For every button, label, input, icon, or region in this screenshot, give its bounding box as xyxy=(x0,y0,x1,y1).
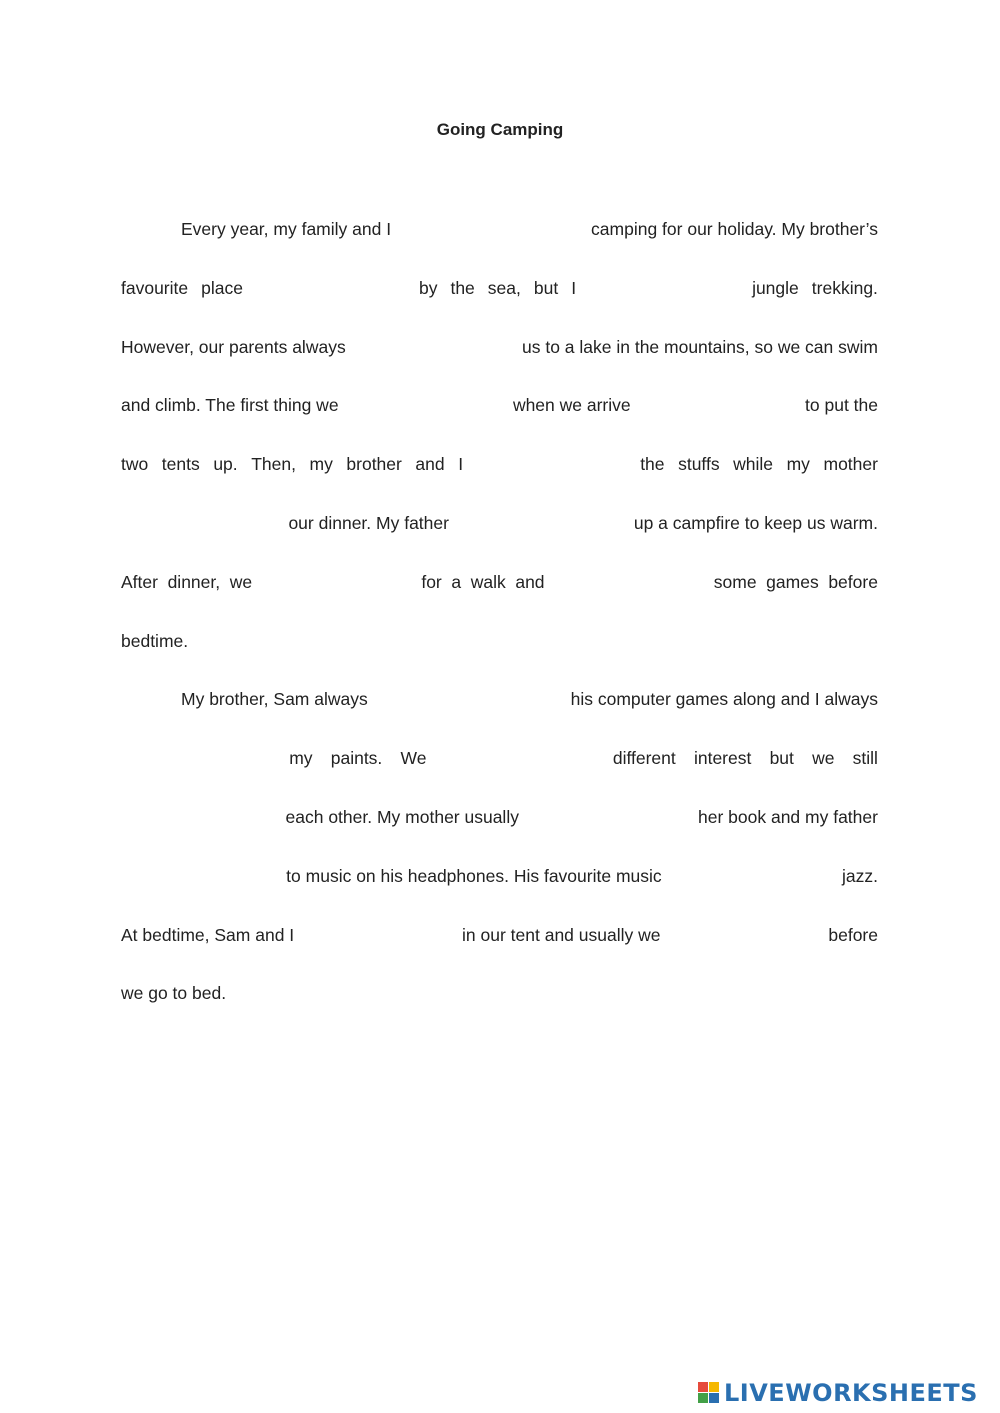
word: brother xyxy=(346,454,402,475)
text-segment: his computer games along and I always xyxy=(570,689,878,710)
word: different xyxy=(612,748,676,769)
text-segment: Every year, my family and I xyxy=(181,219,392,239)
word: and xyxy=(515,571,545,592)
word: jungle xyxy=(752,277,799,298)
text-segment: our dinner. My father xyxy=(288,512,449,533)
p1-line-3 xyxy=(121,318,878,377)
p2-line-3 xyxy=(121,788,878,847)
logo-square xyxy=(698,1393,708,1403)
word: After xyxy=(121,571,158,592)
text-segment: us to a lake in the mountains, so we can swim xyxy=(521,336,878,357)
word: trekking. xyxy=(811,277,878,298)
text-segment: to music on his headphones. His favourite music xyxy=(286,865,662,886)
p2-line-6 xyxy=(121,964,878,1023)
text-segment: At bedtime, Sam and I xyxy=(121,924,295,945)
worksheet-body xyxy=(121,200,878,1023)
word: sea, xyxy=(487,277,521,298)
p1-line-7 xyxy=(121,553,878,612)
liveworksheets-logo xyxy=(698,1380,978,1406)
word: favourite xyxy=(121,277,189,298)
page-title: Going Camping xyxy=(436,120,564,139)
word: paints. xyxy=(330,748,383,769)
p1-line-1 xyxy=(121,200,878,259)
word: my xyxy=(309,454,333,475)
word: tents xyxy=(161,454,200,475)
p1-line-6 xyxy=(121,494,878,553)
p1-line-5 xyxy=(121,435,878,494)
word: before xyxy=(828,571,878,592)
word: a xyxy=(451,571,462,592)
logo-square xyxy=(709,1382,719,1392)
word: Then, xyxy=(251,454,296,475)
word: interest xyxy=(693,748,752,769)
word: my xyxy=(289,748,313,769)
p2-line-2 xyxy=(121,729,878,788)
word: my xyxy=(786,454,810,475)
logo-square xyxy=(698,1382,708,1392)
word: the xyxy=(450,277,475,298)
word: while xyxy=(733,454,774,475)
word: dinner, xyxy=(167,571,221,592)
text-segment: My brother, Sam always xyxy=(181,689,368,710)
word: but xyxy=(769,748,794,769)
text-segment: jazz. xyxy=(841,865,878,886)
word: for xyxy=(421,571,442,592)
word: I xyxy=(458,454,464,475)
text-segment: However, our parents always xyxy=(121,336,346,357)
word: games xyxy=(766,571,819,592)
word: the xyxy=(640,454,665,475)
text-segment: and climb. The first thing we xyxy=(121,395,339,416)
text-segment: up a campfire to keep us warm. xyxy=(633,512,878,533)
p2-line-4 xyxy=(121,847,878,906)
word: still xyxy=(852,748,878,769)
text-segment: each other. My mother usually xyxy=(285,806,519,827)
text-segment: camping for our holiday. My brother’s xyxy=(591,219,878,239)
text-segment: before xyxy=(828,924,878,945)
word: we xyxy=(229,571,253,592)
word: by xyxy=(418,277,438,298)
word: stuffs xyxy=(678,454,720,475)
p2-line-5 xyxy=(121,906,878,965)
p1-line-2 xyxy=(121,259,878,318)
text-segment: her book and my father xyxy=(698,806,878,827)
word: We xyxy=(400,748,427,769)
text-segment: in our tent and usually we xyxy=(462,924,661,945)
text-segment: bedtime. xyxy=(121,630,189,651)
text-segment: we go to bed. xyxy=(121,983,227,1004)
word: we xyxy=(812,748,835,769)
word: two xyxy=(121,454,149,475)
liveworksheets-logo-icon xyxy=(698,1382,720,1404)
p1-line-4 xyxy=(121,376,878,435)
logo-text: LIVEWORKSHEETS xyxy=(724,1379,978,1407)
text-segment: when we arrive xyxy=(512,395,631,416)
logo-square xyxy=(709,1393,719,1403)
word: up. xyxy=(213,454,238,475)
p2-line-1 xyxy=(121,670,878,729)
word: I xyxy=(571,277,577,298)
word: walk xyxy=(470,571,506,592)
word: mother xyxy=(823,454,878,475)
word: and xyxy=(415,454,445,475)
word: some xyxy=(713,571,757,592)
p1-line-8 xyxy=(121,612,878,671)
text-segment: to put the xyxy=(805,395,878,416)
word: but xyxy=(533,277,559,298)
word: place xyxy=(201,277,243,298)
